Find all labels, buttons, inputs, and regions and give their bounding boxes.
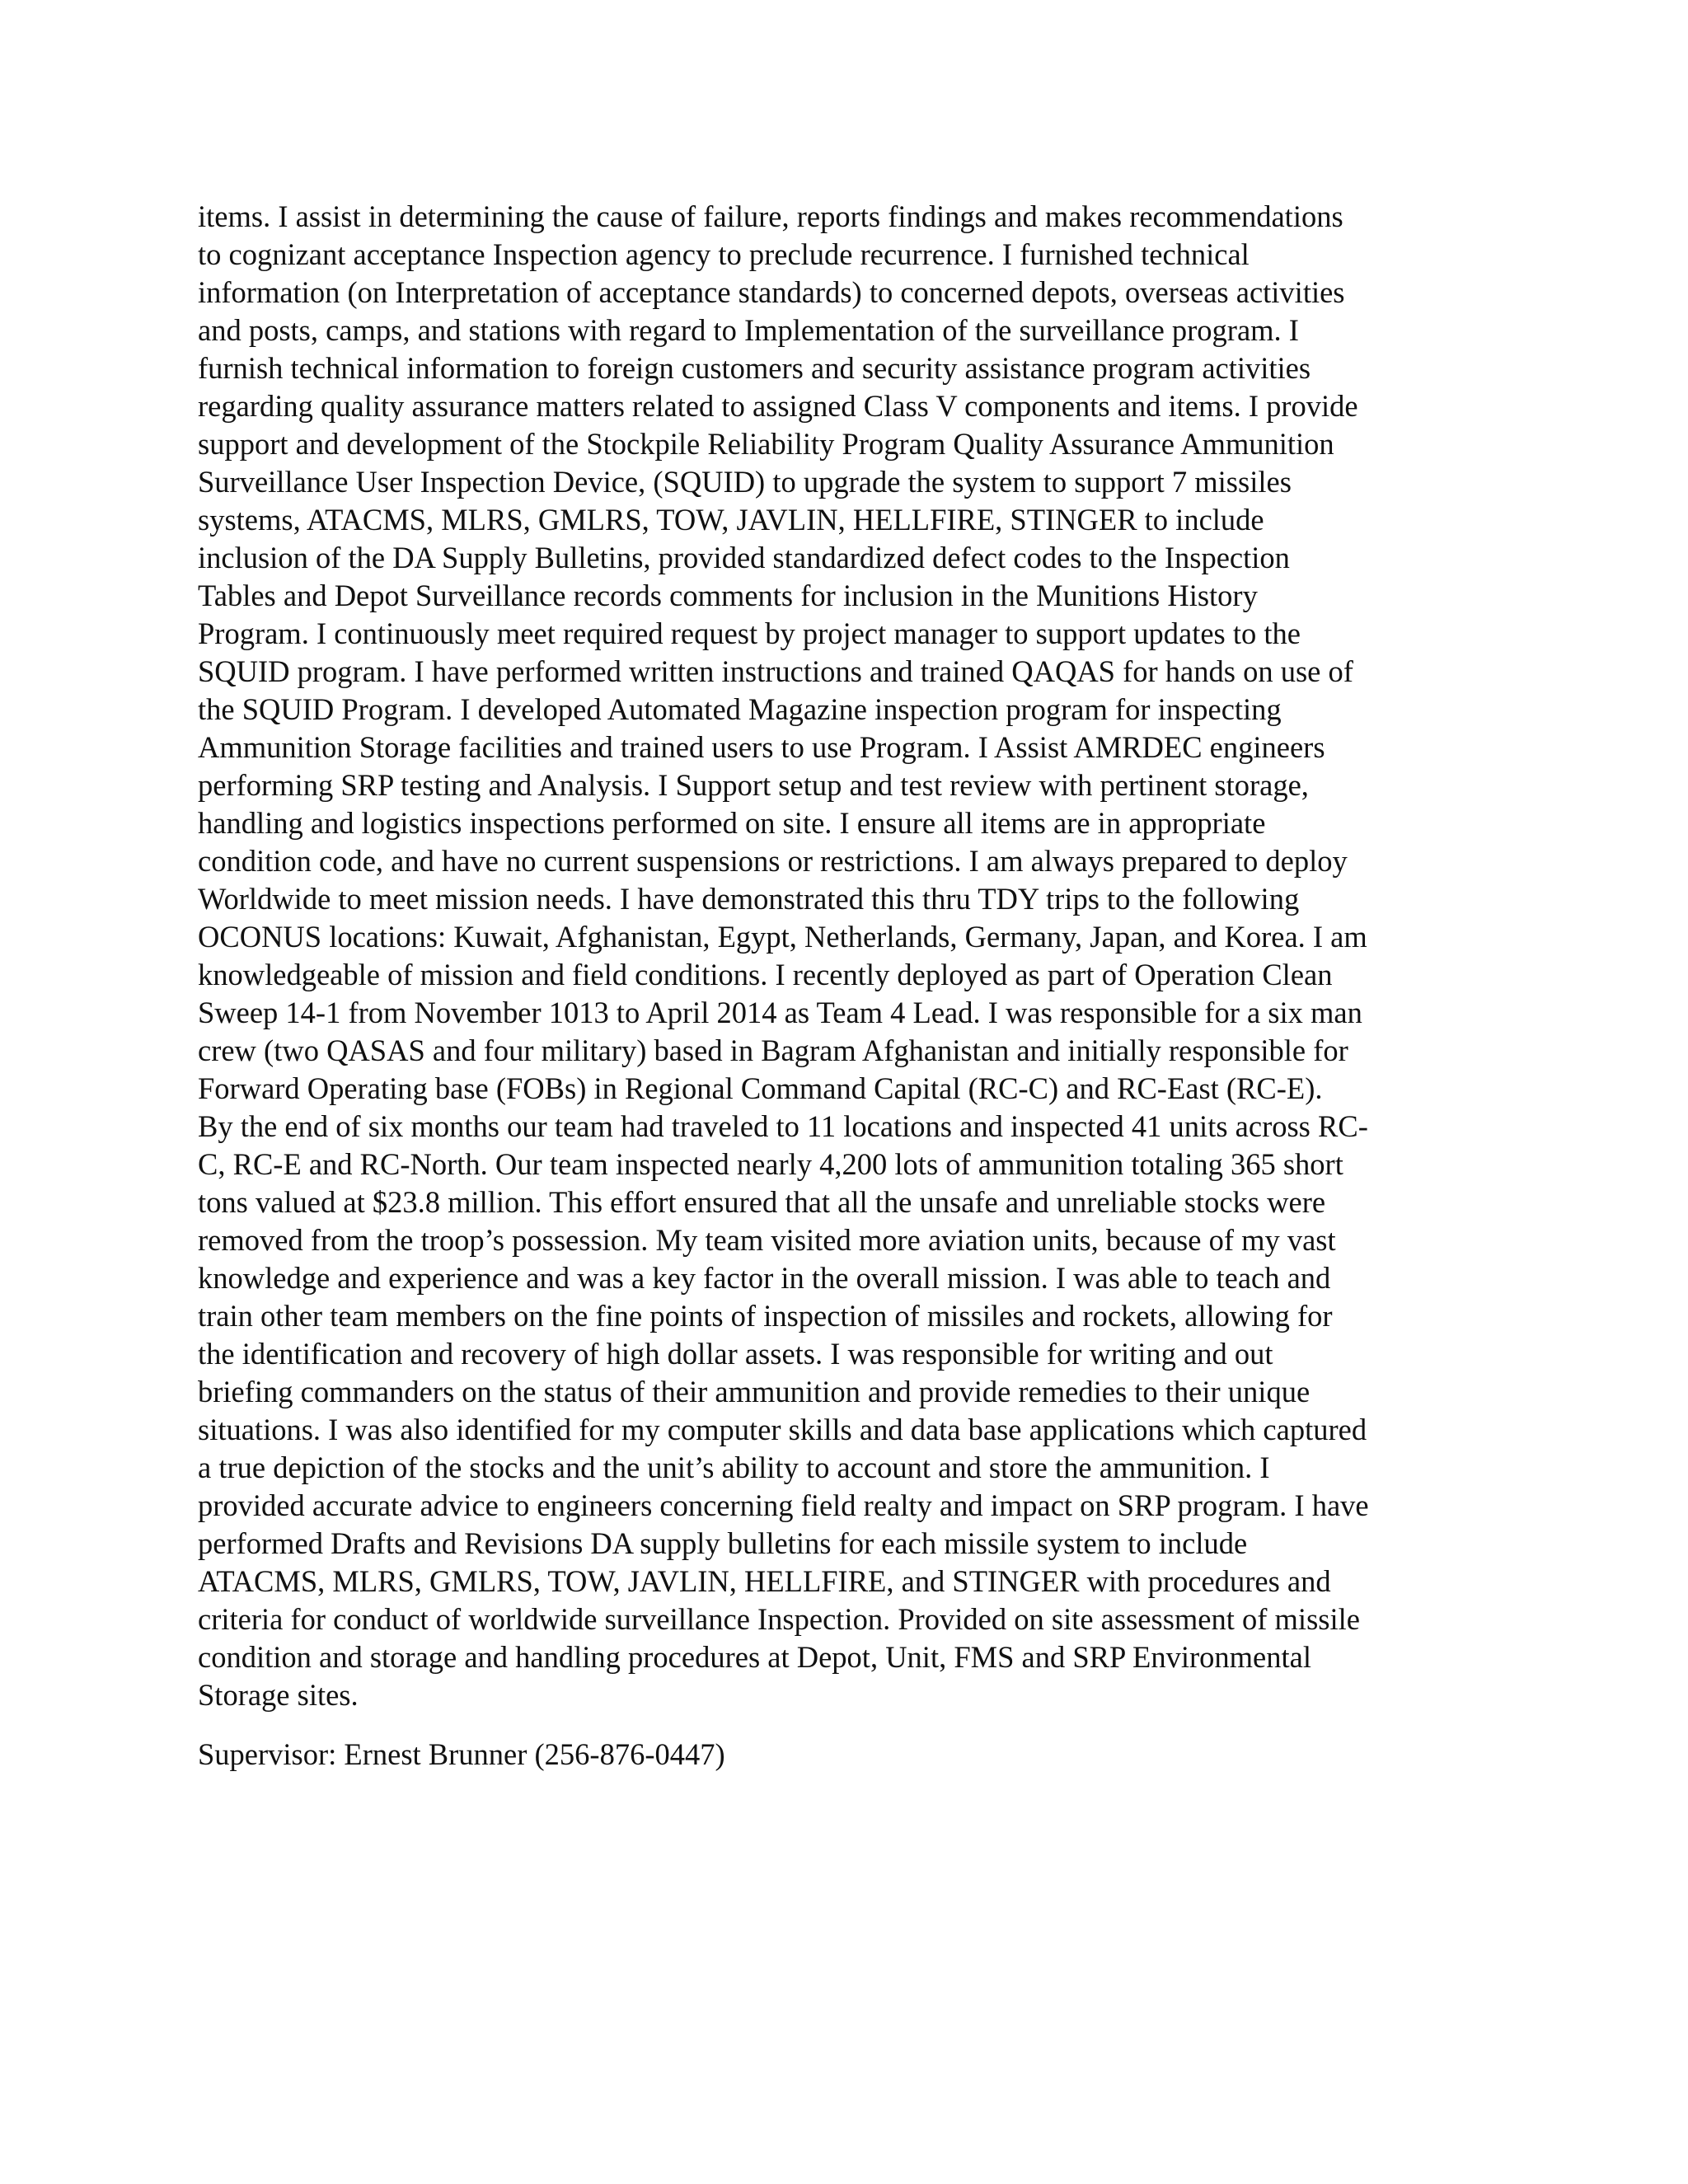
paragraph-line: and posts, camps, and stations with regard to Implementation of the surveillance program. I [198,313,1299,347]
paragraph-line: knowledge and experience and was a key factor in the overall mission. I was able to teach and [198,1261,1331,1295]
paragraph-line: support and development of the Stockpile Reliability Program Quality Assurance Ammunition [198,427,1334,461]
paragraph-line: performed Drafts and Revisions DA supply bulletins for each missile system to include [198,1526,1248,1560]
paragraph-line: a true depiction of the stocks and the unit’s ability to account and store the ammunition. I [198,1451,1270,1484]
paragraph-line: information (on Interpretation of acceptance standards) to concerned depots, overseas activities [198,275,1345,309]
paragraph-line: situations. I was also identified for my computer skills and data base applications which captured [198,1413,1367,1446]
paragraph-line: Tables and Depot Surveillance records comments for inclusion in the Munitions History [198,579,1258,612]
supervisor-contact: Supervisor: Ernest Brunner (256-876-0447) [198,1737,725,1771]
paragraph-line: crew (two QASAS and four military) based in Bagram Afghanistan and initially responsible for [198,1033,1348,1067]
paragraph-line: condition and storage and handling procedures at Depot, Unit, FMS and SRP Environmental [198,1640,1311,1674]
paragraph-line: to cognizant acceptance Inspection agency to preclude recurrence. I furnished technical [198,237,1250,271]
paragraph-line: Worldwide to meet mission needs. I have demonstrated this thru TDY trips to the following [198,882,1300,916]
paragraph-line: furnish technical information to foreign customers and security assistance program activities [198,351,1311,385]
paragraph-line: items. I assist in determining the cause of failure, reports findings and makes recommendations [198,199,1343,233]
paragraph-line: systems, ATACMS, MLRS, GMLRS, TOW, JAVLIN, HELLFIRE, STINGER to include [198,503,1264,537]
paragraph-line: Sweep 14-1 from November 1013 to April 2014 as Team 4 Lead. I was responsible for a six man [198,996,1362,1029]
paragraph-line: By the end of six months our team had traveled to 11 locations and inspected 41 units across RC- [198,1109,1368,1143]
paragraph-line: provided accurate advice to engineers concerning field realty and impact on SRP program. I have [198,1488,1369,1522]
paragraph-line: handling and logistics inspections performed on site. I ensure all items are in appropriate [198,806,1266,840]
paragraph-line: tons valued at $23.8 million. This effort ensured that all the unsafe and unreliable stocks were [198,1185,1326,1219]
paragraph-line: condition code, and have no current suspensions or restrictions. I am always prepared to deploy [198,844,1348,878]
paragraph-line: the identification and recovery of high dollar assets. I was responsible for writing and out [198,1337,1273,1371]
paragraph-line: knowledgeable of mission and field conditions. I recently deployed as part of Operation Clean [198,958,1333,991]
paragraph-line: regarding quality assurance matters related to assigned Class V components and items. I provide [198,389,1358,423]
paragraph-line: the SQUID Program. I developed Automated Magazine inspection program for inspecting [198,692,1282,726]
paragraph-line: criteria for conduct of worldwide surveillance Inspection. Provided on site assessment of missile [198,1602,1360,1636]
paragraph-line: Surveillance User Inspection Device, (SQUID) to upgrade the system to support 7 missiles [198,465,1292,499]
paragraph-line: C, RC-E and RC-North. Our team inspected nearly 4,200 lots of ammunition totaling 365 short [198,1147,1343,1181]
paragraph-line: performing SRP testing and Analysis. I Support setup and test review with pertinent storage, [198,768,1309,802]
paragraph-line: Ammunition Storage facilities and trained users to use Program. I Assist AMRDEC engineers [198,730,1325,764]
paragraph-line: Program. I continuously meet required request by project manager to support updates to the [198,616,1301,650]
paragraph-line: Storage sites. [198,1678,359,1712]
paragraph-line: SQUID program. I have performed written instructions and trained QAQAS for hands on use of [198,654,1353,688]
paragraph-line: inclusion of the DA Supply Bulletins, provided standardized defect codes to the Inspection [198,541,1290,574]
paragraph-line: removed from the troop’s possession. My team visited more aviation units, because of my vast [198,1223,1336,1257]
paragraph-line: ATACMS, MLRS, GMLRS, TOW, JAVLIN, HELLFIRE, and STINGER with procedures and [198,1564,1331,1598]
paragraph-line: train other team members on the fine points of inspection of missiles and rockets, allowing for [198,1299,1333,1333]
body-paragraph [198,198,1500,1714]
paragraph-line: OCONUS locations: Kuwait, Afghanistan, Egypt, Netherlands, Germany, Japan, and Korea. I am [198,920,1367,954]
paragraph-line: Forward Operating base (FOBs) in Regional Command Capital (RC-C) and RC-East (RC-E). [198,1071,1323,1105]
paragraph-line: briefing commanders on the status of their ammunition and provide remedies to their unique [198,1375,1311,1408]
